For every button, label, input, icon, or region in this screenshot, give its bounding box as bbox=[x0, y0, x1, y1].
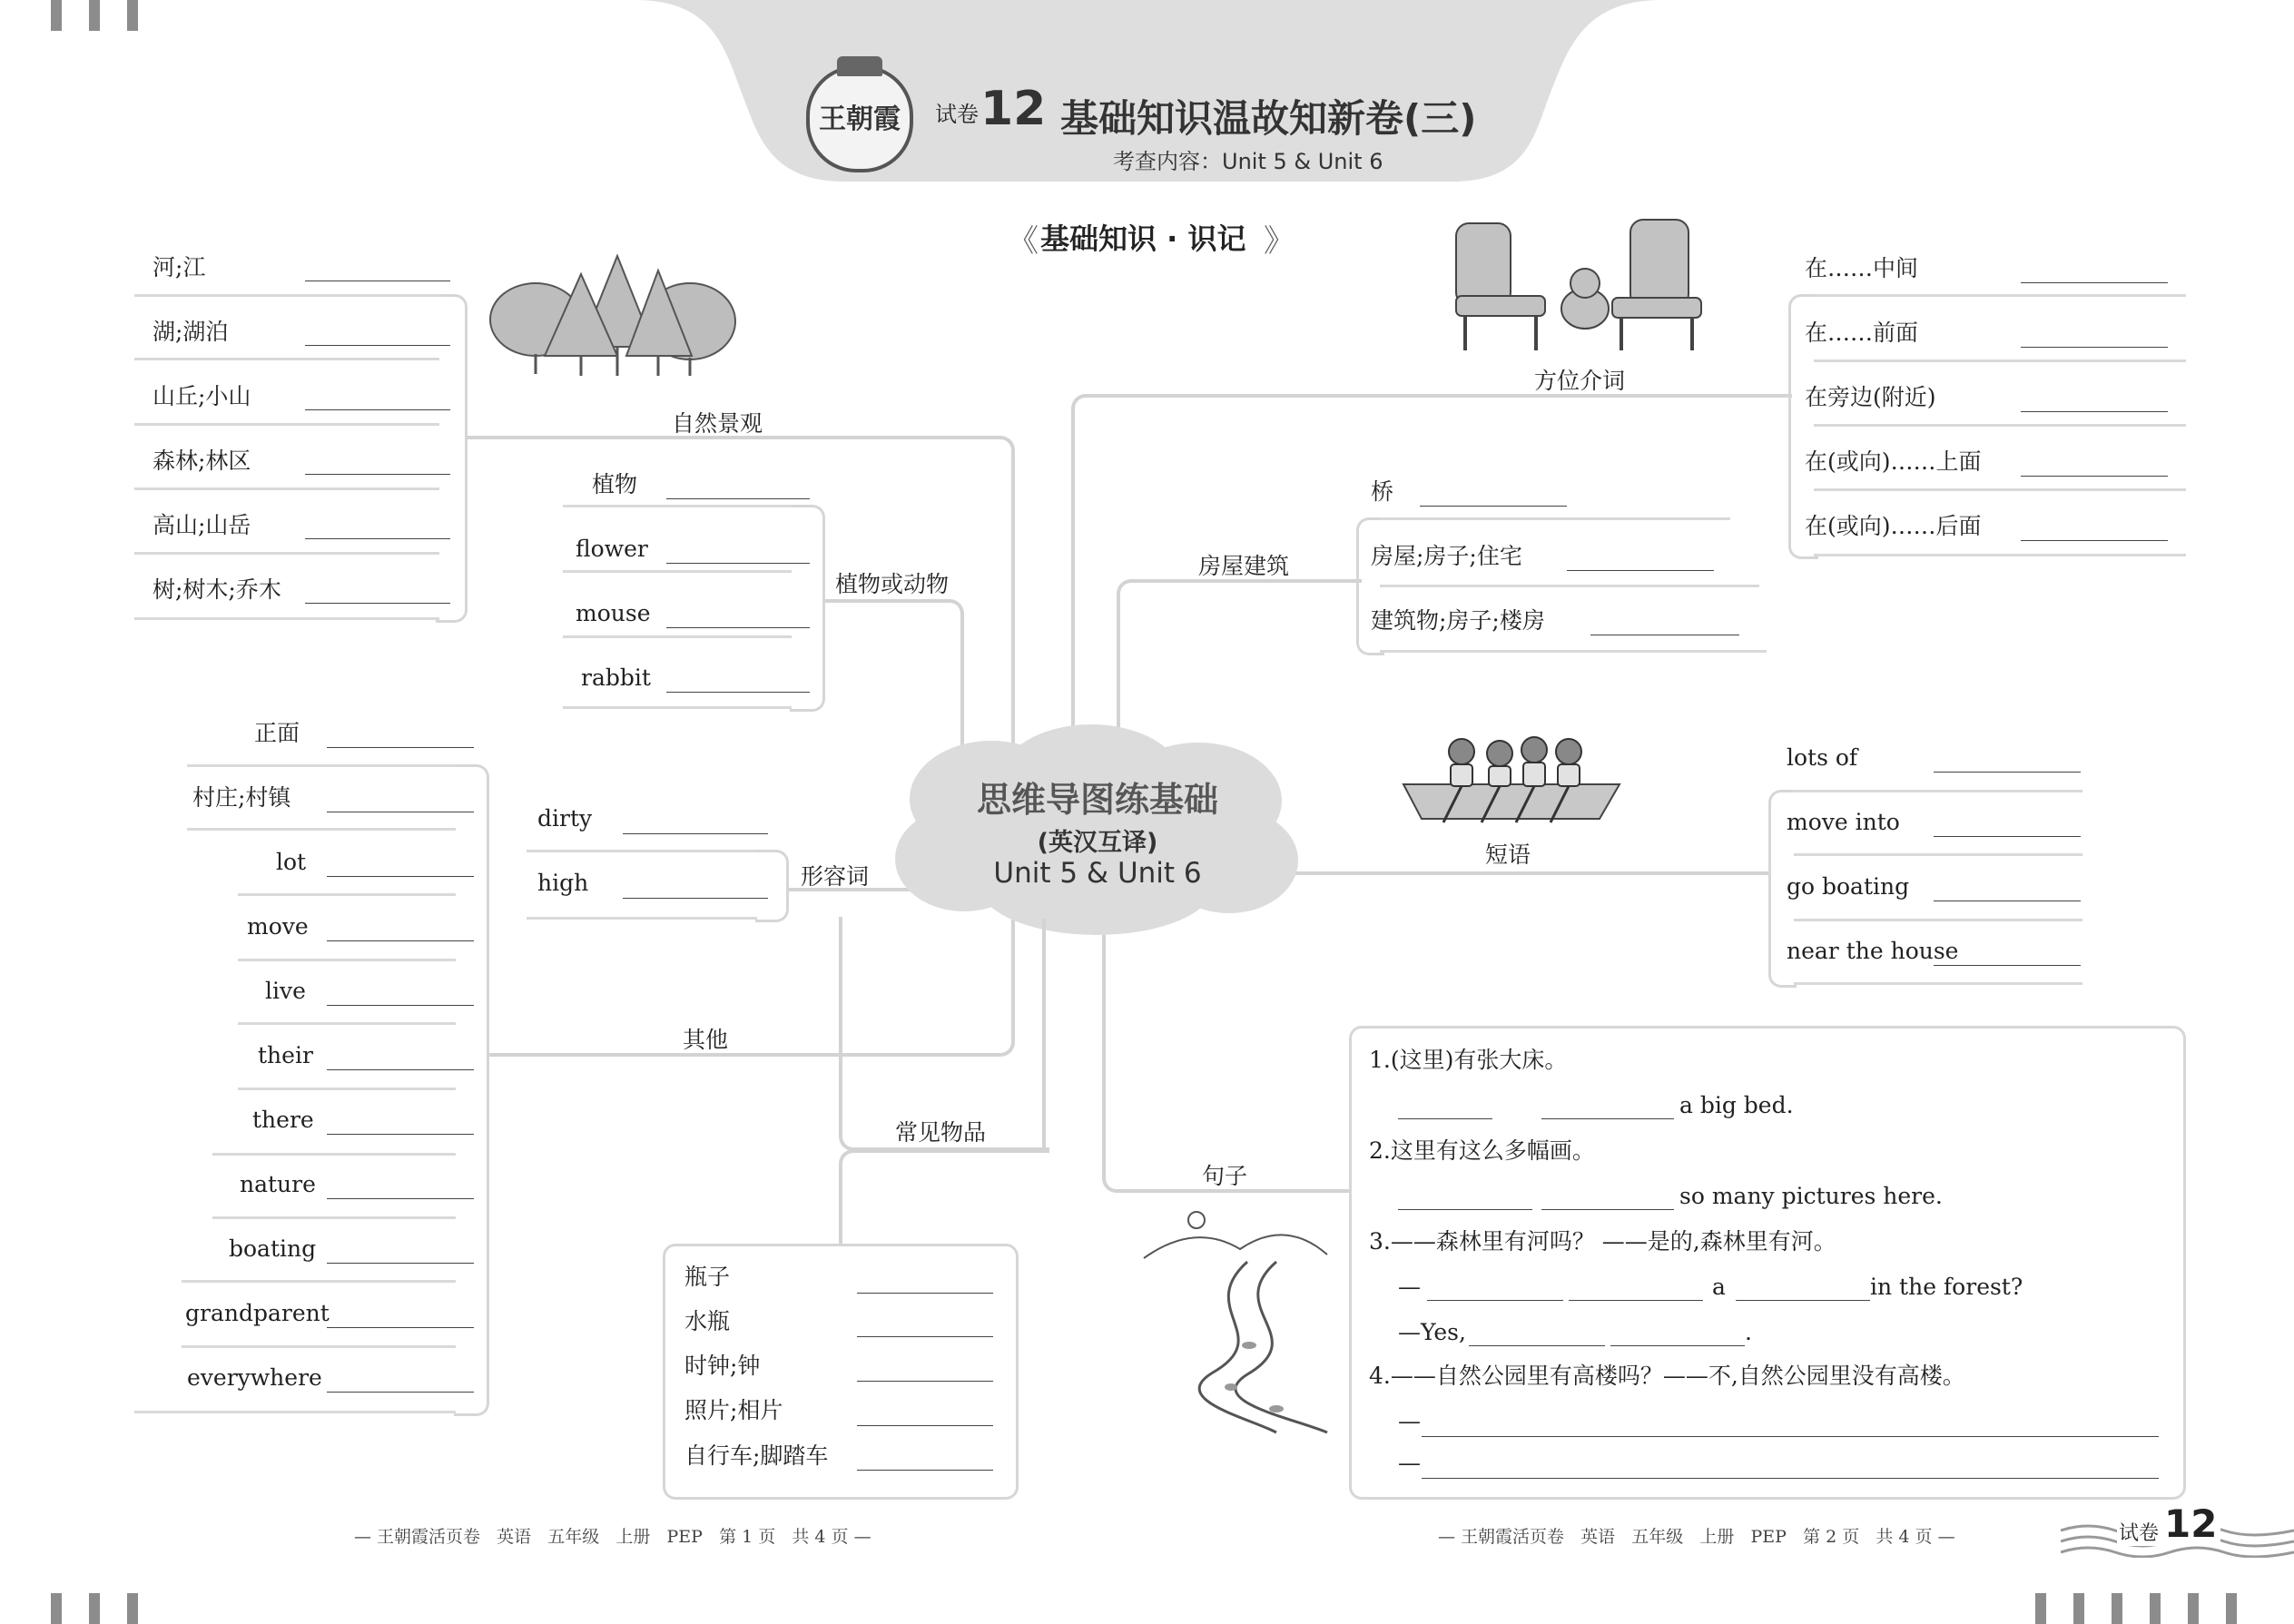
plants-item-label: flower bbox=[576, 536, 648, 562]
sentence-q3-blank[interactable] bbox=[1469, 1345, 1605, 1346]
building-answer-blank[interactable] bbox=[1567, 570, 1714, 571]
corner-mark bbox=[2035, 1593, 2046, 1624]
nature-answer-blank[interactable] bbox=[305, 345, 450, 346]
branch-label-adjectives: 形容词 bbox=[801, 863, 870, 890]
row-divider bbox=[238, 959, 456, 961]
row-divider bbox=[187, 764, 456, 767]
building-item-label: 房屋;房子;住宅 bbox=[1371, 543, 1522, 569]
preposition-item-label: 在……中间 bbox=[1805, 255, 1919, 281]
paper-prefix: 试卷 bbox=[935, 102, 979, 127]
plants-answer-blank[interactable] bbox=[666, 692, 810, 693]
row-divider bbox=[238, 893, 456, 896]
sentence-q4-dash: — bbox=[1398, 1408, 1421, 1434]
row-divider bbox=[1794, 853, 2082, 856]
preposition-answer-blank[interactable] bbox=[2021, 476, 2168, 477]
connector-sentences bbox=[1102, 917, 1351, 1193]
others-item-label: everywhere bbox=[187, 1364, 322, 1391]
branch-label-sentences: 句子 bbox=[1202, 1163, 1248, 1189]
row-divider bbox=[182, 1280, 456, 1283]
sentence-q1-blank[interactable] bbox=[1541, 1118, 1674, 1119]
row-divider bbox=[1380, 585, 1759, 587]
sentence-q3-yes: —Yes, bbox=[1398, 1319, 1466, 1345]
others-answer-blank[interactable] bbox=[327, 1005, 474, 1006]
preposition-item-label: 在……前面 bbox=[1805, 320, 1919, 346]
nature-item-label: 山丘;小山 bbox=[153, 383, 251, 409]
others-item-label: there bbox=[252, 1107, 314, 1133]
row-divider bbox=[1814, 359, 2186, 362]
nature-bracket bbox=[436, 294, 468, 623]
center-title: 思维导图练基础 bbox=[976, 780, 1218, 820]
common-item-label: 自行车;脚踏车 bbox=[684, 1442, 829, 1469]
common-item-label: 时钟;钟 bbox=[684, 1353, 761, 1379]
preposition-item-label: 在(或向)……上面 bbox=[1805, 448, 1982, 475]
center-subtitle: (英汉互译) bbox=[1037, 829, 1158, 857]
common-item-label: 照片;相片 bbox=[684, 1397, 783, 1423]
adjective-answer-blank[interactable] bbox=[623, 833, 768, 834]
others-item-label: move bbox=[247, 913, 309, 940]
others-item-label: 村庄;村镇 bbox=[192, 784, 291, 811]
sentence-q3-blank[interactable] bbox=[1569, 1300, 1703, 1301]
others-item-label: 正面 bbox=[254, 720, 300, 746]
branch-label-others: 其他 bbox=[683, 1027, 729, 1053]
row-divider bbox=[563, 505, 792, 507]
common-item-answer-blank[interactable] bbox=[857, 1336, 993, 1337]
row-divider bbox=[1814, 488, 2186, 491]
nature-answer-blank[interactable] bbox=[305, 409, 450, 410]
branch-label-nature: 自然景观 bbox=[672, 410, 763, 437]
row-divider bbox=[527, 850, 757, 852]
others-answer-blank[interactable] bbox=[327, 940, 474, 941]
boat-illustration bbox=[1398, 732, 1625, 826]
common-item-answer-blank[interactable] bbox=[857, 1381, 993, 1382]
corner-mark bbox=[2073, 1593, 2084, 1624]
connector-items-rise bbox=[1042, 919, 1046, 1151]
row-divider bbox=[134, 487, 439, 490]
row-divider bbox=[1814, 554, 2186, 556]
branch-label-phrases: 短语 bbox=[1485, 842, 1531, 868]
others-answer-blank[interactable] bbox=[327, 1392, 474, 1393]
section-heading-left-deco: 《 bbox=[1008, 223, 1039, 260]
paper-number: 12 bbox=[980, 82, 1047, 136]
river-illustration bbox=[1140, 1209, 1331, 1436]
sentence-q3-tail: in the forest? bbox=[1870, 1274, 2023, 1300]
nature-answer-blank[interactable] bbox=[305, 538, 450, 539]
branch-label-plants-animals: 植物或动物 bbox=[835, 571, 950, 597]
common-item-answer-blank[interactable] bbox=[857, 1425, 993, 1426]
footer-tag-number: 12 bbox=[2161, 1501, 2220, 1546]
corner-mark bbox=[2226, 1593, 2237, 1624]
plants-item-label: mouse bbox=[576, 600, 651, 626]
chairs-cat-illustration bbox=[1449, 214, 1721, 356]
page-title: 基础知识温故知新卷(三) bbox=[1060, 96, 1477, 141]
row-divider bbox=[1814, 424, 2186, 427]
others-answer-blank[interactable] bbox=[327, 1327, 474, 1328]
building-item-label: 建筑物;房子;楼房 bbox=[1371, 607, 1545, 634]
sentence-q3-period: . bbox=[1745, 1319, 1752, 1345]
preposition-item-label: 在(或向)……后面 bbox=[1805, 513, 1982, 539]
connector-phrases bbox=[1267, 871, 1770, 875]
trees-illustration bbox=[481, 238, 744, 383]
adjective-item-label: dirty bbox=[537, 805, 593, 832]
connector-items-drop bbox=[839, 1149, 1049, 1247]
row-divider bbox=[238, 1088, 456, 1090]
sentence-q1-tail: a big bed. bbox=[1679, 1092, 1794, 1118]
row-divider bbox=[134, 423, 439, 426]
row-divider bbox=[134, 552, 439, 555]
others-item-label: their bbox=[258, 1042, 313, 1068]
adjective-item-label: high bbox=[537, 870, 589, 896]
logo-text: 王朝霞 bbox=[819, 103, 901, 135]
row-divider bbox=[134, 358, 439, 360]
branch-label-common-items: 常见物品 bbox=[895, 1119, 987, 1146]
sentence-q4-answer-line[interactable] bbox=[1422, 1436, 2159, 1437]
adjective-answer-blank[interactable] bbox=[623, 898, 768, 899]
phrase-answer-blank[interactable] bbox=[1934, 772, 2081, 773]
preposition-answer-blank[interactable] bbox=[2021, 282, 2168, 283]
sentence-q2-blank[interactable] bbox=[1398, 1209, 1532, 1210]
plants-answer-blank[interactable] bbox=[666, 498, 810, 499]
phrase-answer-blank[interactable] bbox=[1934, 965, 2081, 966]
building-item-label: 桥 bbox=[1371, 478, 1394, 505]
nature-item-label: 树;树木;乔木 bbox=[153, 576, 281, 603]
corner-mark bbox=[2112, 1593, 2122, 1624]
corner-mark bbox=[51, 1593, 62, 1624]
sentence-q2: 2.这里有这么多幅画。 bbox=[1369, 1137, 1595, 1164]
row-divider bbox=[187, 828, 456, 831]
others-answer-blank[interactable] bbox=[327, 1263, 474, 1264]
corner-mark bbox=[127, 1593, 138, 1624]
phrase-item-label: lots of bbox=[1787, 744, 1858, 771]
preposition-answer-blank[interactable] bbox=[2021, 411, 2168, 412]
sentence-q2-tail: so many pictures here. bbox=[1679, 1183, 1943, 1209]
sentence-q3-blank[interactable] bbox=[1427, 1300, 1563, 1301]
others-answer-blank[interactable] bbox=[327, 1134, 474, 1135]
others-item-label: grandparent bbox=[185, 1300, 330, 1326]
nature-item-label: 湖;湖泊 bbox=[153, 319, 229, 345]
nature-item-label: 高山;山岳 bbox=[153, 512, 251, 538]
section-heading-right-deco: 》 bbox=[1264, 223, 1295, 260]
row-divider bbox=[563, 635, 792, 638]
sentence-q1: 1.(这里)有张大床。 bbox=[1369, 1047, 1568, 1073]
row-divider bbox=[134, 294, 439, 297]
sentence-q4: 4.——自然公园里有高楼吗？——不,自然公园里没有高楼。 bbox=[1369, 1363, 1965, 1389]
common-item-answer-blank[interactable] bbox=[857, 1293, 993, 1294]
row-divider bbox=[212, 1216, 456, 1219]
branch-label-prepositions: 方位介词 bbox=[1534, 368, 1626, 394]
others-item-label: lot bbox=[276, 849, 307, 875]
footer-left: — 王朝霞活页卷 英语 五年级 上册 PEP 第 1 页 共 4 页 — bbox=[354, 1527, 871, 1547]
others-item-label: live bbox=[265, 978, 306, 1004]
preposition-answer-blank[interactable] bbox=[2021, 540, 2168, 541]
sentence-q2-blank[interactable] bbox=[1541, 1209, 1674, 1210]
section-heading: 基础知识 · 识记 bbox=[1040, 221, 1246, 256]
nature-item-label: 河;江 bbox=[153, 254, 206, 281]
nature-item-label: 森林;林区 bbox=[153, 448, 251, 474]
corner-mark bbox=[89, 1593, 100, 1624]
footer-tag-prefix: 试卷 bbox=[2117, 1518, 2161, 1546]
phrase-item-label: move into bbox=[1787, 809, 1900, 835]
common-item-answer-blank[interactable] bbox=[857, 1470, 993, 1471]
row-divider bbox=[1380, 517, 1730, 520]
row-divider bbox=[212, 1153, 456, 1156]
others-answer-blank[interactable] bbox=[327, 1198, 474, 1199]
row-divider bbox=[1380, 650, 1767, 653]
row-divider bbox=[527, 917, 757, 920]
nature-answer-blank[interactable] bbox=[305, 474, 450, 475]
row-divider bbox=[134, 617, 439, 620]
row-divider bbox=[182, 1345, 456, 1348]
plants-answer-blank[interactable] bbox=[666, 627, 810, 628]
sentence-q3-mid: a bbox=[1712, 1274, 1726, 1300]
sentence-q3-blank[interactable] bbox=[1610, 1345, 1745, 1346]
plants-item-label: 植物 bbox=[592, 471, 638, 497]
row-divider bbox=[238, 1022, 456, 1025]
row-divider bbox=[1794, 919, 2082, 921]
others-bracket bbox=[454, 764, 489, 1416]
branch-label-buildings: 房屋建筑 bbox=[1198, 553, 1290, 579]
preposition-answer-blank[interactable] bbox=[2021, 347, 2168, 348]
corner-mark bbox=[2150, 1593, 2161, 1624]
others-item-label: nature bbox=[240, 1171, 316, 1197]
phrase-item-label: go boating bbox=[1787, 873, 1910, 900]
sentence-q3-dash: — bbox=[1398, 1274, 1421, 1300]
sentence-q3: 3.——森林里有河吗？ ——是的,森林里有河。 bbox=[1369, 1228, 1836, 1255]
phrase-answer-blank[interactable] bbox=[1934, 836, 2081, 837]
common-item-label: 水瓶 bbox=[684, 1308, 731, 1334]
adjectives-bracket bbox=[755, 850, 789, 922]
row-divider bbox=[563, 706, 792, 709]
row-divider bbox=[1794, 982, 2082, 985]
scope-text: 考查内容：Unit 5 & Unit 6 bbox=[1113, 149, 1383, 174]
logo bbox=[806, 65, 913, 172]
building-answer-blank[interactable] bbox=[1420, 506, 1567, 507]
sentence-q3-blank[interactable] bbox=[1736, 1300, 1870, 1301]
footer-right: — 王朝霞活页卷 英语 五年级 上册 PEP 第 2 页 共 4 页 — bbox=[1438, 1527, 1955, 1547]
others-answer-blank[interactable] bbox=[327, 1069, 474, 1070]
others-item-label: boating bbox=[229, 1235, 317, 1262]
preposition-item-label: 在旁边(附近) bbox=[1805, 384, 1936, 410]
plants-item-label: rabbit bbox=[581, 664, 651, 691]
corner-mark bbox=[2188, 1593, 2199, 1624]
row-divider bbox=[1814, 294, 2186, 297]
sentence-q4-answer-line[interactable] bbox=[1422, 1478, 2159, 1479]
phrase-item-label: near the house bbox=[1787, 938, 1959, 964]
others-answer-blank[interactable] bbox=[327, 747, 474, 748]
common-item-label: 瓶子 bbox=[684, 1264, 731, 1290]
row-divider bbox=[134, 1411, 456, 1413]
sentence-q1-blank[interactable] bbox=[1398, 1118, 1492, 1119]
others-answer-blank[interactable] bbox=[327, 876, 474, 877]
logo-crown bbox=[837, 56, 882, 76]
sentence-q4-dash: — bbox=[1398, 1450, 1421, 1476]
row-divider bbox=[1794, 790, 2082, 792]
plants-answer-blank[interactable] bbox=[666, 563, 810, 564]
plants-bracket bbox=[790, 505, 825, 712]
nature-answer-blank[interactable] bbox=[305, 603, 450, 604]
row-divider bbox=[563, 570, 792, 573]
center-units: Unit 5 & Unit 6 bbox=[993, 857, 1202, 890]
